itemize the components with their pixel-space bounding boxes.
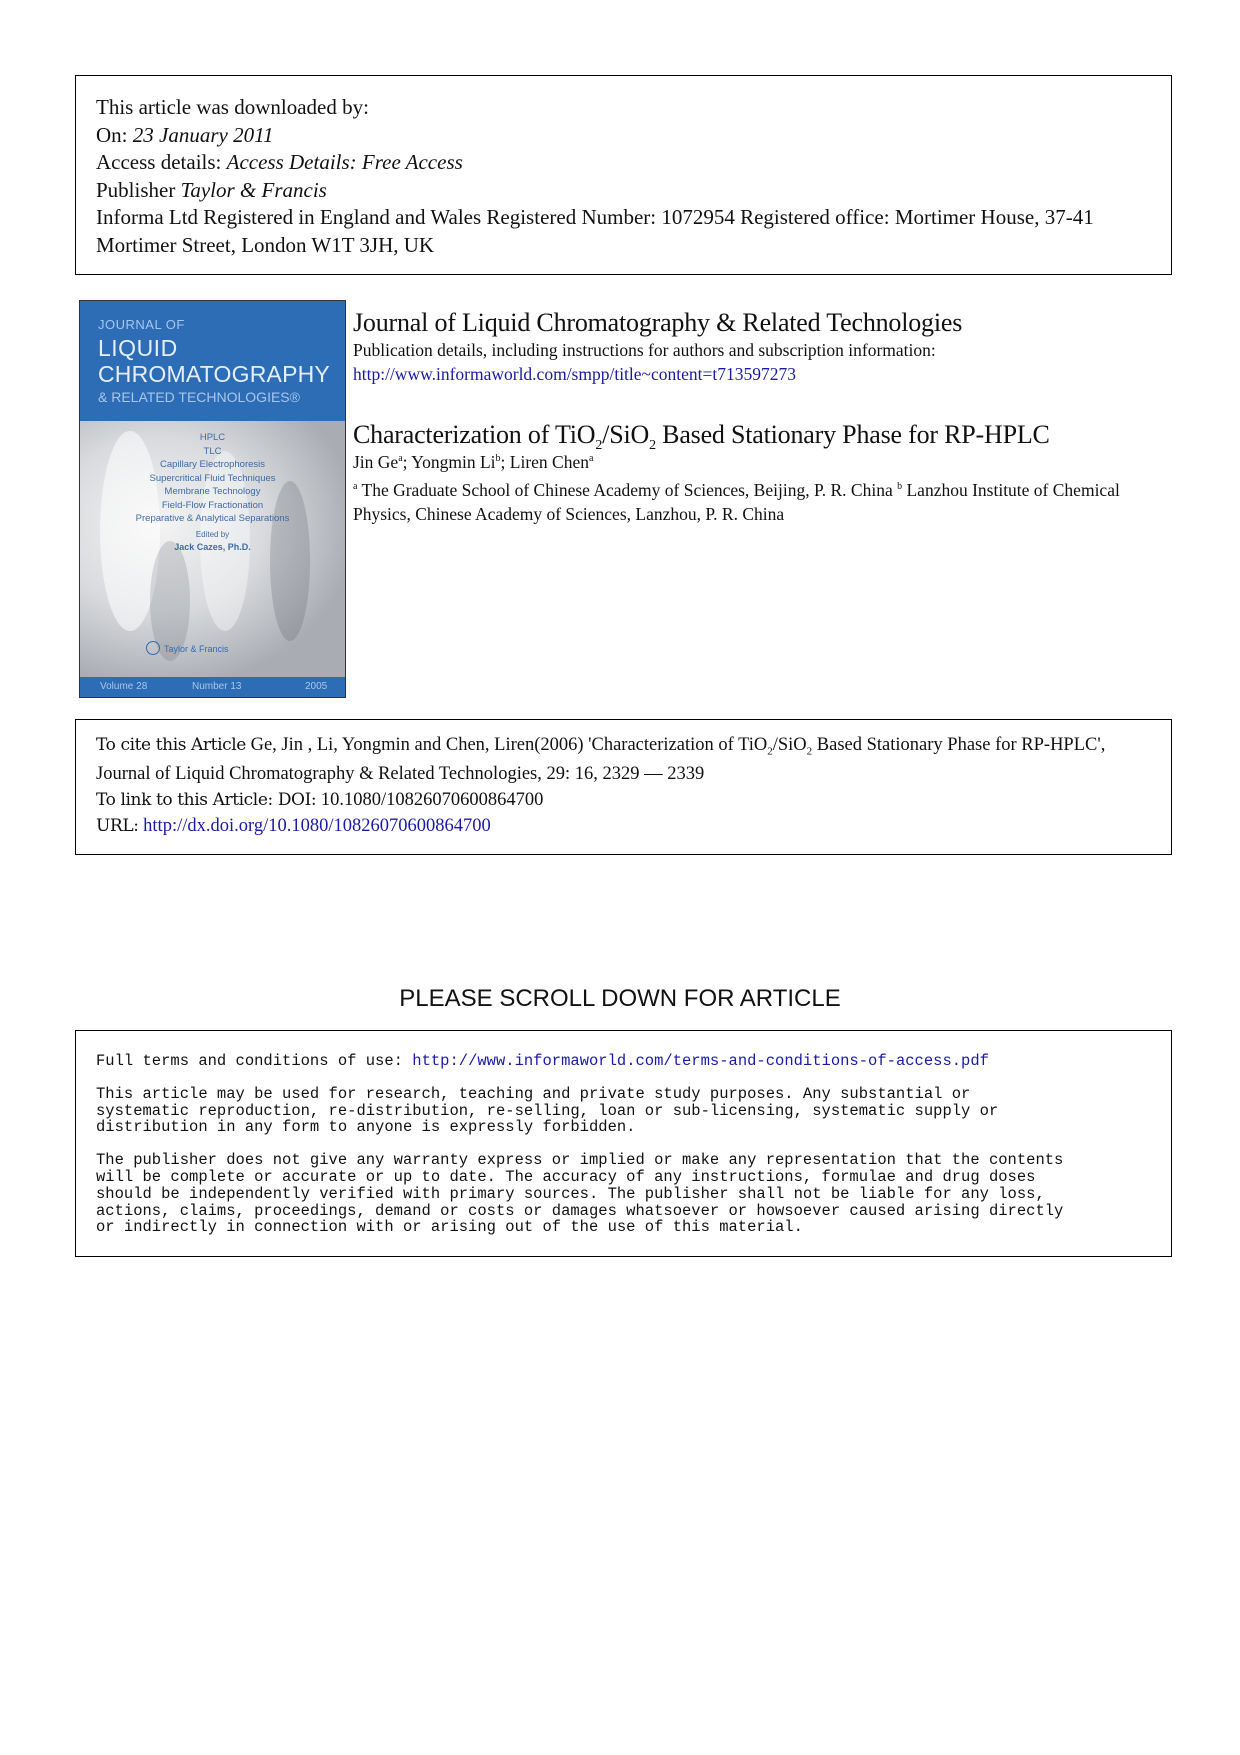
cover-topic: HPLC	[199, 432, 226, 443]
cite-text: Based Stationary Phase for RP-HPLC', Journal of Liquid Chromatography & Related Technologies, 29: 16, 2329 — 2339	[96, 735, 1106, 784]
scroll-notice: PLEASE SCROLL DOWN FOR ARTICLE	[399, 985, 841, 1012]
url-label: URL:	[96, 815, 139, 836]
author-list	[353, 452, 593, 473]
terms-box	[75, 1030, 1172, 1257]
publisher-value: Taylor & Francis	[180, 177, 327, 202]
link-label: To link to this Article: DOI:	[96, 789, 317, 810]
article-title-part: Based Stationary Phase for RP-HPLC	[655, 420, 1050, 449]
cover-topic: TLC	[203, 445, 222, 457]
affiliation-text: Lanzhou Institute of Chemical Physics, Chinese Academy of Sciences, Lanzhou, P. R. China	[353, 479, 1120, 524]
author-affiliation-mark: b	[495, 453, 501, 465]
terms-label: Full terms and conditions of use:	[96, 1052, 413, 1070]
on-label: On:	[96, 122, 128, 147]
cover-topic: Capillary Electrophoresis	[159, 459, 266, 470]
cite-subscript: 2	[806, 745, 813, 758]
cover-chromatography: CHROMATOGRAPHY	[98, 361, 330, 387]
cover-number: Number 13	[192, 681, 242, 692]
article-title	[353, 420, 1050, 454]
publisher-logo-icon	[146, 641, 160, 655]
cover-edited-by	[80, 529, 345, 553]
cover-liquid: LIQUID	[98, 335, 178, 361]
download-info-box	[75, 75, 1172, 275]
author-affiliation-mark: a	[588, 453, 594, 465]
citation-box	[75, 719, 1172, 855]
cite-subscript: 2	[767, 745, 773, 758]
article-title-subscript: 2	[595, 438, 603, 454]
doi-url-link[interactable]: http://dx.doi.org/10.1080/10826070600864700	[138, 815, 491, 836]
cover-topics	[80, 431, 345, 526]
cover-topic: Supercritical Fluid Techniques	[149, 472, 276, 484]
cover-journal-of: JOURNAL OF	[98, 317, 185, 332]
download-date-line	[96, 122, 1151, 150]
downloaded-by-line: This article was downloaded by:	[96, 95, 369, 119]
affiliation-mark: a	[353, 481, 358, 492]
cite-row	[96, 734, 1151, 785]
journal-url-link[interactable]: http://www.informaworld.com/smpp/title~content=t713597273	[353, 364, 797, 384]
cite-text: /SiO	[772, 735, 807, 755]
author-name: Jin Ge	[353, 452, 399, 472]
terms-url-link[interactable]: http://www.informaworld.com/terms-and-conditions-of-access.pdf	[412, 1052, 989, 1070]
access-details-line	[96, 149, 1151, 177]
affiliation-mark: b	[897, 481, 903, 492]
cover-topic: Field-Flow Fractionation	[161, 499, 264, 511]
journal-title: Journal of Liquid Chromatography & Related Technologies	[353, 308, 963, 337]
cover-publisher: Taylor & Francis	[164, 644, 229, 654]
cover-topic: Membrane Technology	[164, 486, 261, 497]
publisher-line	[96, 177, 1151, 205]
cover-topic: Preparative & Analytical Separations	[135, 513, 290, 524]
cover-year: 2005	[305, 681, 328, 692]
author-name: ; Yongmin Li	[402, 452, 496, 472]
doi-row	[96, 789, 1151, 811]
cover-editor: Jack Cazes, Ph.D.	[174, 542, 251, 552]
terms-paragraph-disclaimer: The publisher does not give any warranty express or implied or make any representation that the contents will be complete or accurate or up to date. The accuracy of any instructions, formulae and drug doses should be independently verified with primary sources. The publisher shall not be liable for any loss, actions, claims, proceedings, demand or costs or damages whatsoever or howsoever caused arising directly or indirectly in connection with or arising out of the use of this material.	[96, 1151, 1064, 1237]
url-row	[96, 815, 1151, 837]
publication-details: Publication details, including instructions for authors and subscription information:	[353, 340, 936, 360]
article-title-part: /SiO	[602, 420, 650, 449]
cover-edited-label: Edited by	[195, 530, 230, 539]
cover-related: & RELATED TECHNOLOGIES®	[98, 389, 300, 405]
access-value: Access Details: Free Access	[226, 150, 463, 174]
article-title-subscript: 2	[649, 438, 656, 454]
author-affiliation-mark: a	[398, 453, 403, 465]
publisher-label: Publisher	[96, 177, 176, 202]
author-name: ; Liren Chen	[500, 452, 589, 472]
cover-footer	[80, 677, 345, 697]
cover-volume: Volume 28	[100, 681, 148, 692]
cite-label: To cite this Article	[96, 735, 246, 755]
journal-cover-image	[79, 300, 346, 698]
access-label: Access details:	[96, 150, 222, 174]
affiliations	[353, 475, 1153, 526]
terms-line	[96, 1053, 1151, 1070]
cite-text: Ge, Jin , Li, Yongmin and Chen, Liren(2006) 'Characterization of TiO	[245, 735, 768, 755]
doi-value: 10.1080/10826070600864700	[316, 789, 544, 810]
article-title-part: Characterization of TiO	[353, 420, 596, 449]
terms-paragraph-usage: This article may be used for research, teaching and private study purposes. Any substantial or systematic reproduction, re-distribution, re-selling, loan or sub-licensing, systematic supply or distribution in any form to anyone is expressly forbidden.	[96, 1084, 999, 1137]
cover-header	[80, 301, 345, 421]
registration-text: Informa Ltd Registered in England and Wales Registered Number: 1072954 Registered office: Mortimer House, 37-41 Mortimer Street, London W1T 3JH, UK	[96, 205, 1094, 257]
download-date: 23 January 2011	[132, 122, 274, 147]
affiliation-text: The Graduate School of Chinese Academy of Sciences, Beijing, P. R. China	[357, 479, 898, 500]
